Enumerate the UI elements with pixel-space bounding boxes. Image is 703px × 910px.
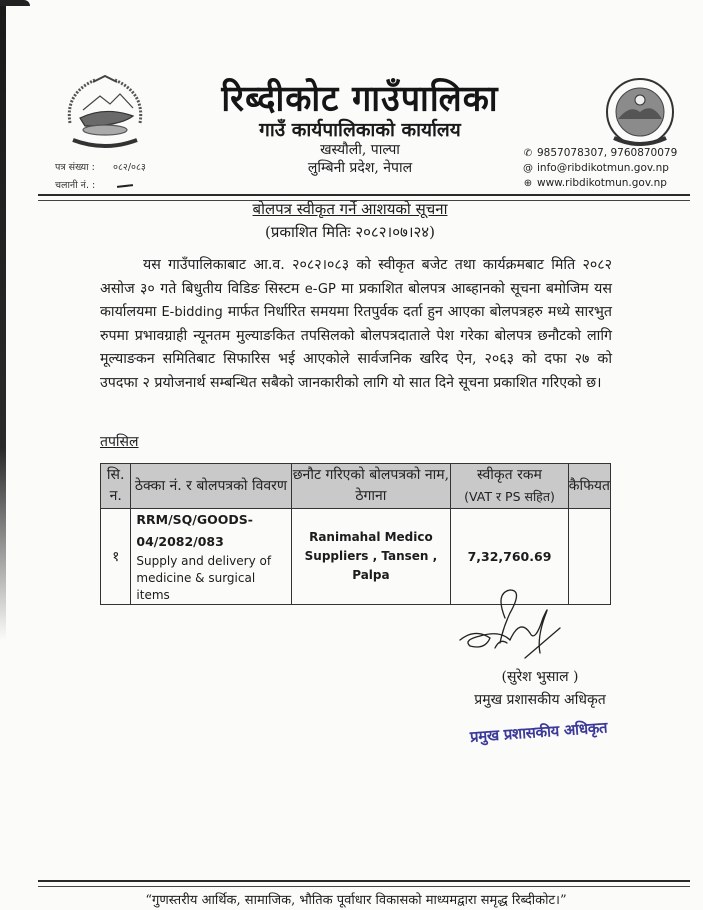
municipality-logo-icon bbox=[600, 74, 680, 152]
body-text-3: मार्फत निर्धारित समयमा रितपुर्वक दर्ता हुन आएका बोलपत्रहरु मध्ये सारभुत रुपमा प्रभावग्राही न्यूनतम मुल्याङकित तपसिलको बोलपत्रदाताले पेश गरेका बोलपत्र छनौटको लागि मूल्याङकन समितिबाट सिफारिस भई आएकोले सार्वजनिक खरिद ऐन, २०६३ को दफा २७ को उपदफा २ प्रयोजनार्थ सम्बन्धित सबैको जानकारीको लागि यो सात दिने सूचना प्रकाशित गरिएको छ। bbox=[100, 304, 612, 391]
reference-number-value: ०८२/०८३ bbox=[113, 162, 146, 173]
globe-icon: ⊕ bbox=[523, 178, 533, 189]
header-amount-line2: (VAT र PS सहित) bbox=[464, 489, 555, 504]
cell-sn: १ bbox=[101, 509, 131, 605]
award-table bbox=[100, 463, 611, 605]
cell-remarks bbox=[568, 509, 610, 605]
phone-text: 9857078307, 9760870079 bbox=[537, 147, 678, 159]
email-text[interactable]: info@ribdikotmun.gov.np bbox=[537, 162, 669, 174]
address-line-2: लुम्बिनी प्रदेश, नेपाल bbox=[307, 160, 413, 176]
notice-title-text: बोलपत्र स्वीकृत गर्ने आशयको सूचना bbox=[252, 200, 448, 218]
scan-corner bbox=[0, 0, 30, 6]
cell-contract bbox=[131, 509, 291, 605]
signatory-designation: प्रमुख प्रशासकीय अधिकृत bbox=[474, 692, 606, 708]
cell-amount: 7,32,760.69 bbox=[451, 509, 568, 605]
header-amount bbox=[451, 464, 568, 509]
dispatch-number-dash bbox=[117, 184, 133, 188]
phone-icon: ✆ bbox=[523, 148, 533, 159]
body-egp: e-GP bbox=[304, 281, 336, 297]
published-date: (प्रकाशित मितिः २०८२।०७।२४) bbox=[265, 223, 435, 241]
cell-bidder: Ranimahal Medico Suppliers , Tansen , Palpa bbox=[291, 509, 451, 605]
body-ebidding: E-bidding bbox=[161, 305, 223, 321]
notice-body bbox=[100, 254, 612, 396]
contract-description: Supply and delivery of medicine & surgical items bbox=[136, 554, 272, 602]
header-amount-line1: स्वीकृत रकम bbox=[477, 467, 542, 483]
header-sn: सि. न. bbox=[101, 464, 131, 509]
header-contract: ठेक्का नं. र बोलपत्रको विवरण bbox=[131, 464, 291, 509]
official-stamp: प्रमुख प्रशासकीय अधिकृत bbox=[469, 718, 608, 746]
email-icon: @ bbox=[523, 163, 533, 174]
header-bidder: छनौट गरिएको बोलपत्रको नाम, ठेगाना bbox=[291, 464, 451, 509]
header-remarks: कैफियत bbox=[568, 464, 610, 509]
details-heading: तपसिल bbox=[100, 434, 139, 450]
notice-title bbox=[150, 199, 550, 219]
scan-border bbox=[0, 0, 6, 640]
contract-number-line2: 04/2082/083 bbox=[136, 534, 224, 549]
contact-phone bbox=[522, 147, 677, 159]
dispatch-number-label: चलानी नं. : bbox=[55, 180, 96, 191]
nepal-government-emblem-icon bbox=[55, 68, 155, 158]
contact-website[interactable] bbox=[522, 177, 667, 189]
contact-email[interactable] bbox=[522, 162, 669, 174]
reference-number-row bbox=[55, 160, 146, 173]
contract-number-line1: RRM/SQ/GOODS- bbox=[136, 512, 253, 527]
municipality-title: रिब्दीकोट गाउँपालिका bbox=[221, 78, 499, 121]
footer-divider bbox=[38, 880, 690, 887]
body-text-1: यस गाउँपालिकाबाट आ.व. २०८२।०८३ को स्वीकृत बजेट तथा कार्यक्रमबाट मिति २०८२ असोज ३० गते बिधुतीय विडिङ सिस्टम bbox=[100, 257, 612, 297]
reference-number-label: पत्र संख्या : bbox=[55, 162, 95, 173]
footer-motto: “गुणस्तरीय आर्थिक, सामाजिक, भौतिक पूर्वाधार विकासको माध्यमद्वारा समृद्ध रिब्दीकोट।” bbox=[145, 893, 567, 908]
address-line-1: खस्यौली, पाल्पा bbox=[320, 142, 400, 158]
dispatch-number-row bbox=[55, 178, 133, 191]
signatory-name: (सुरेश भुसाल ) bbox=[501, 669, 579, 685]
website-text[interactable]: www.ribdikotmun.gov.np bbox=[537, 177, 667, 189]
office-subtitle: गाउँ कार्यपालिकाको कार्यालय bbox=[259, 119, 461, 141]
body-text-2: मा प्रकाशित बोलपत्र आब्हानको सूचना बमोजिम यस कार्यालयमा bbox=[100, 280, 613, 321]
table-header-row bbox=[101, 464, 611, 509]
signature-icon bbox=[455, 588, 565, 668]
